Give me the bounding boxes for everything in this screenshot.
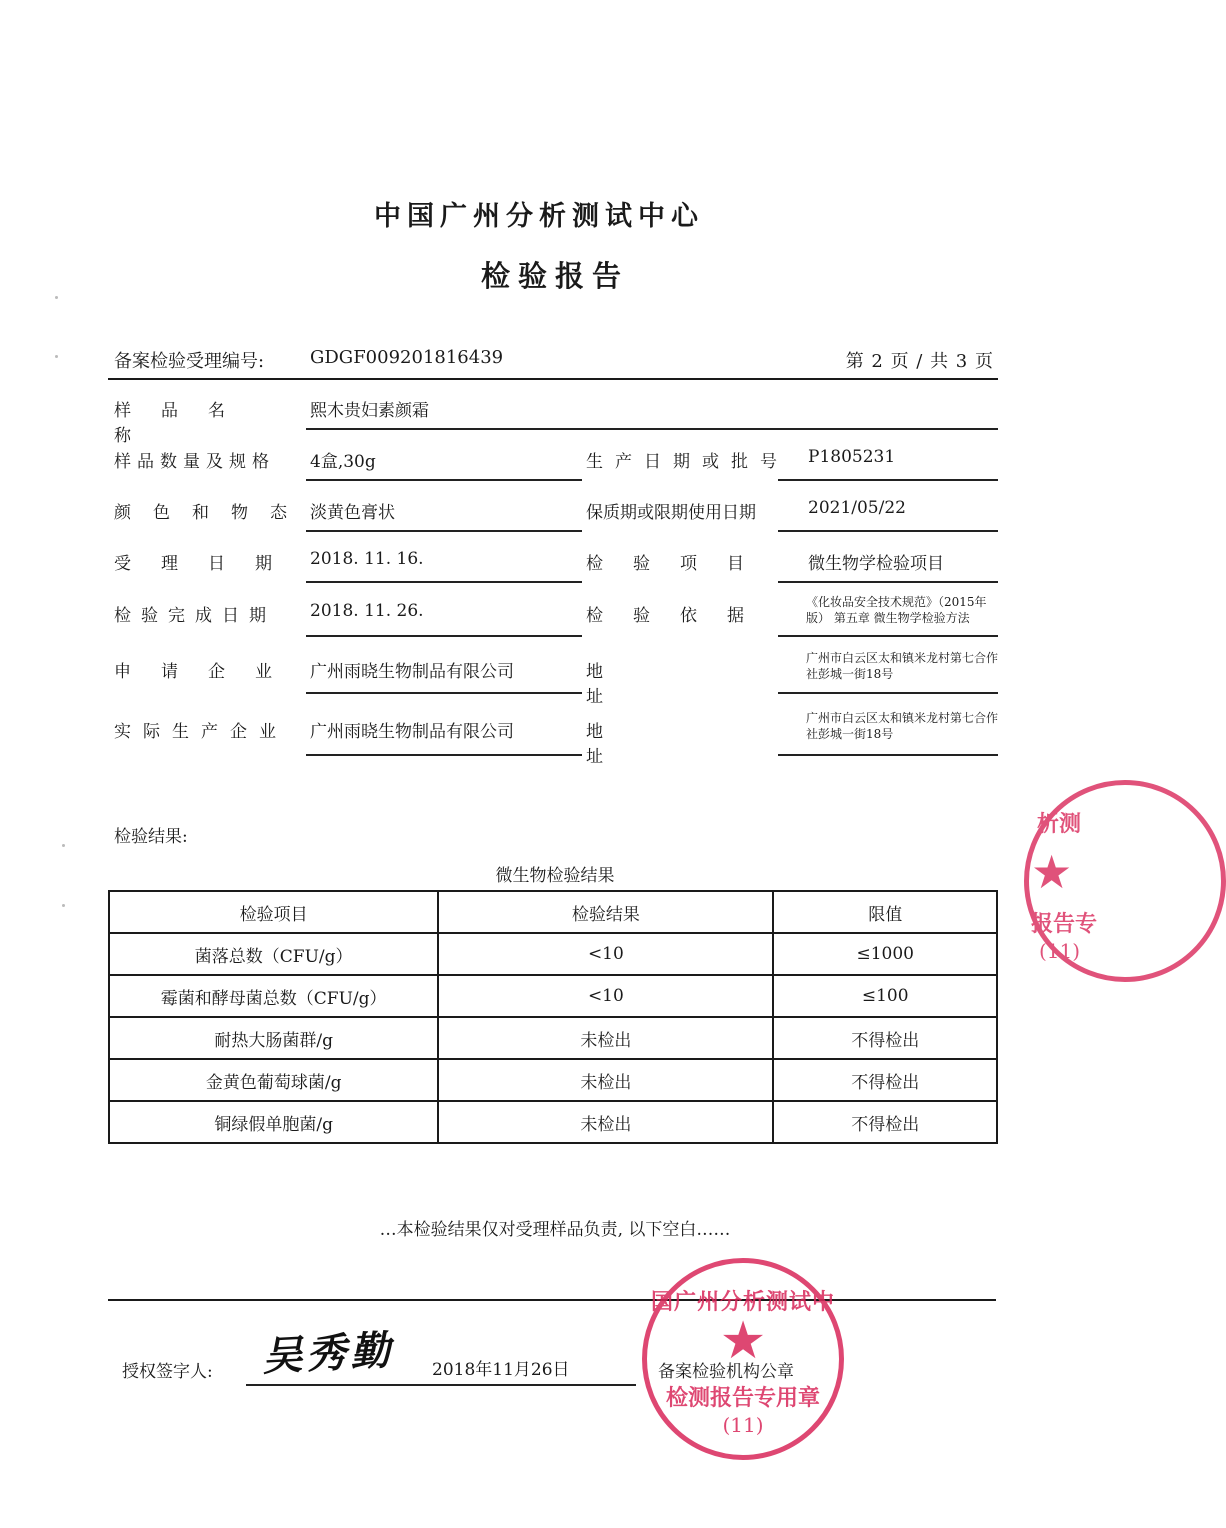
underline <box>306 692 582 694</box>
underline <box>306 581 582 583</box>
accept-date-label: 受理日期 <box>114 554 302 574</box>
color-state: 淡黄色膏状 <box>310 503 395 523</box>
cell-result: <10 <box>438 975 773 1017</box>
address-label-2 <box>586 717 774 767</box>
table-row <box>109 1017 997 1059</box>
page-info: 第 2 页 / 共 3 页 <box>845 351 994 372</box>
cell-item: 菌落总数（CFU/g） <box>109 933 438 975</box>
underline <box>306 635 582 637</box>
scan-mark <box>55 355 58 358</box>
applicant-label: 申请企业 <box>114 662 302 682</box>
underline <box>306 530 582 532</box>
column-header: 检验结果 <box>438 891 773 933</box>
seal-number: (11) <box>722 1413 764 1437</box>
cell-limit: ≤100 <box>773 975 997 1017</box>
report-title: 检验报告 <box>480 259 629 293</box>
scan-mark <box>55 296 58 299</box>
production-date: P1805231 <box>808 447 896 467</box>
signer-label: 授权签字人: <box>122 1362 213 1382</box>
underline <box>778 581 998 583</box>
underline <box>306 479 582 481</box>
manufacturer-address: 广州市白云区太和镇米龙村第七合作社彭城一街18号 <box>806 711 999 741</box>
agency-stamp-label: 备案检验机构公章 <box>658 1362 794 1382</box>
sample-name: 熙木贵妇素颜霜 <box>310 401 429 421</box>
cell-item: 耐热大肠菌群/g <box>109 1017 438 1059</box>
cell-result: 未检出 <box>438 1017 773 1059</box>
star-icon: ★ <box>1031 845 1073 899</box>
underline <box>778 635 998 637</box>
underline <box>306 428 998 430</box>
table-row <box>109 1101 997 1143</box>
color-state-label: 颜色和物态 <box>114 503 309 523</box>
applicant: 广州雨晓生物制品有限公司 <box>310 662 514 682</box>
cell-result: 未检出 <box>438 1059 773 1101</box>
test-basis: 《化妆品安全技术规范》（2015年版） 第五章 微生物学检验方法 <box>806 595 987 625</box>
underline <box>306 754 582 756</box>
cell-limit: 不得检出 <box>773 1017 997 1059</box>
column-header: 检验项目 <box>109 891 438 933</box>
accept-date: 2018. 11. 16. <box>310 549 424 569</box>
cell-item: 铜绿假单胞菌/g <box>109 1101 438 1143</box>
finish-date: 2018. 11. 26. <box>310 601 424 621</box>
underline <box>778 754 998 756</box>
cell-item: 金黄色葡萄球菌/g <box>109 1059 438 1101</box>
seal-top-text: 国广州分析测试中 <box>650 1289 835 1315</box>
official-seal <box>642 1258 844 1460</box>
results-table <box>108 890 998 1144</box>
seal-fragment-number: (11) <box>1039 939 1081 963</box>
finish-date-label: 检验完成日期 <box>114 606 276 626</box>
cell-limit: 不得检出 <box>773 1101 997 1143</box>
quantity-label: 样品数量及规格 <box>114 452 275 472</box>
signature: 吴秀勤 <box>261 1326 396 1381</box>
production-date-label: 生产日期或批号 <box>586 452 789 472</box>
page-seal-fragment <box>1024 780 1098 984</box>
seal-fragment-bottom-text: 报告专 <box>1031 911 1098 937</box>
test-basis-label: 检验依据 <box>586 606 774 626</box>
seal-bottom-text: 检测报告专用章 <box>665 1385 820 1411</box>
table-header-row <box>109 891 997 933</box>
record-number-label: 备案检验受理编号: <box>114 351 265 372</box>
address-label <box>586 657 774 707</box>
sample-name-label <box>114 396 276 446</box>
results-heading: 检验结果: <box>114 827 188 847</box>
cell-limit: ≤1000 <box>773 933 997 975</box>
table-row <box>109 933 997 975</box>
cell-result: <10 <box>438 933 773 975</box>
seal-fragment-top-text: 析测 <box>1037 811 1082 837</box>
scan-mark <box>62 904 65 907</box>
signature-line <box>246 1384 636 1386</box>
column-header: 限值 <box>773 891 997 933</box>
shelf-life: 2021/05/22 <box>808 498 906 518</box>
underline <box>778 692 998 694</box>
cell-limit: 不得检出 <box>773 1059 997 1101</box>
table-row <box>109 1059 997 1101</box>
cell-item: 霉菌和酵母菌总数（CFU/g） <box>109 975 438 1017</box>
table-row <box>109 975 997 1017</box>
address-label-text: 地址 <box>586 662 755 707</box>
underline <box>778 479 998 481</box>
scan-mark <box>62 844 65 847</box>
footer-divider <box>108 1299 996 1301</box>
test-item-label: 检验项目 <box>586 554 774 574</box>
quantity: 4盒,30g <box>310 452 376 472</box>
test-item: 微生物学检验项目 <box>808 554 944 574</box>
star-icon: ★ <box>719 1311 767 1371</box>
address-label-2-text: 地址 <box>586 722 755 767</box>
blank-below-note: …本检验结果仅对受理样品负责, 以下空白…… <box>379 1220 731 1240</box>
header-divider <box>108 378 998 380</box>
sample-name-label-text: 样品名称 <box>114 401 255 446</box>
applicant-address: 广州市白云区太和镇米龙村第七合作社彭城一街18号 <box>806 651 999 681</box>
sign-date: 2018年11月26日 <box>432 1360 570 1380</box>
manufacturer-label: 实际生产企业 <box>114 722 288 742</box>
organization-name: 中国广州分析测试中心 <box>374 201 704 232</box>
underline <box>778 530 998 532</box>
record-number: GDGF009201816439 <box>310 347 504 368</box>
seal-fragment-circle <box>1024 780 1226 982</box>
results-table-title: 微生物检验结果 <box>495 866 615 886</box>
cell-result: 未检出 <box>438 1101 773 1143</box>
shelf-life-label: 保质期或限期使用日期 <box>586 503 756 523</box>
manufacturer: 广州雨晓生物制品有限公司 <box>310 722 514 742</box>
